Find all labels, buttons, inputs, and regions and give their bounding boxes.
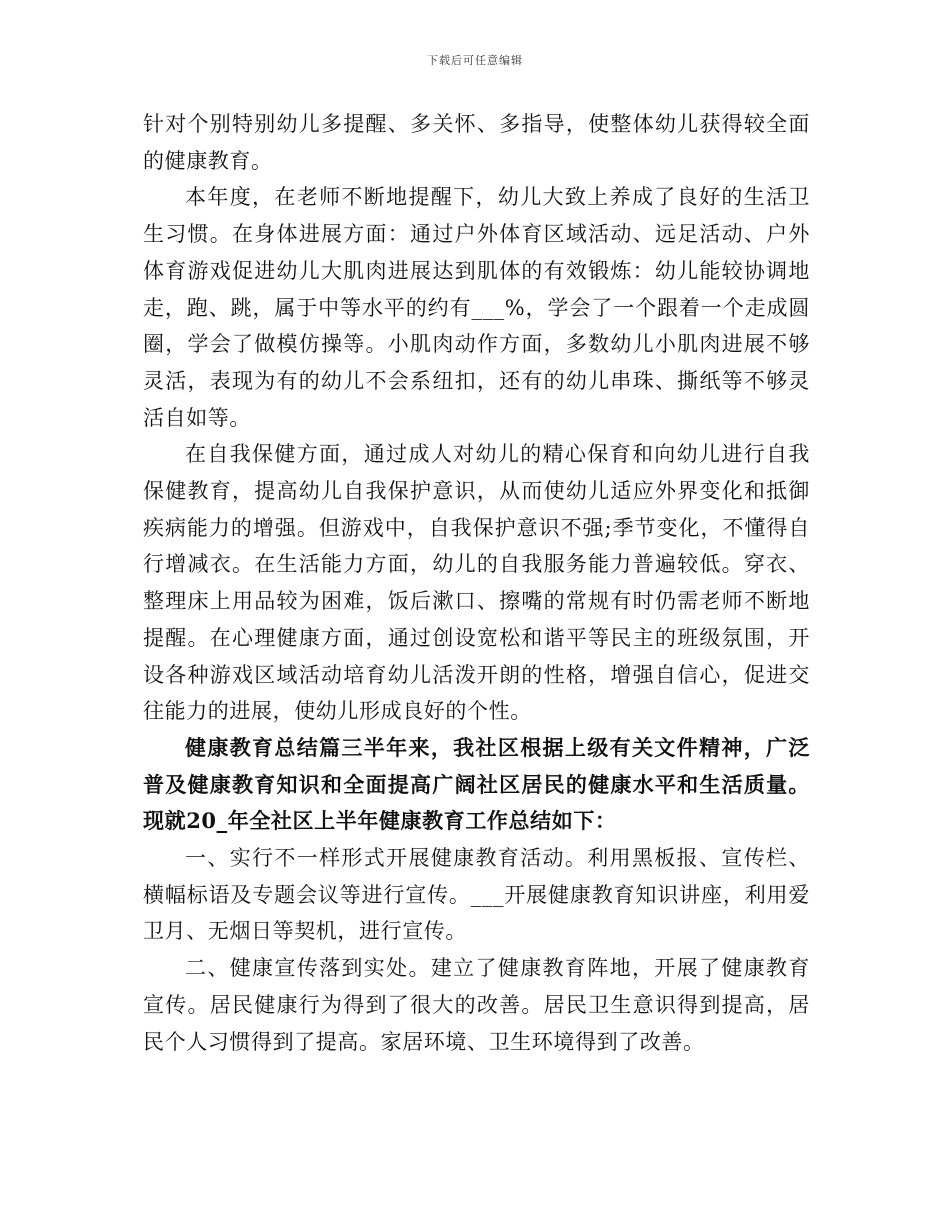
paragraph-section-three-intro: 健康教育总结篇三半年来，我社区根据上级有关文件精神，广泛普及健康教育知识和全面提高广阔社区居民的健康水平和生活质量。现就20_年全社区上半年健康教育工作总结如下： (143, 734, 810, 834)
paragraph-item-two: 二、健康宣传落到实处。建立了健康教育阵地，开展了健康教育宣传。居民健康行为得到了很大的改善。居民卫生意识得到提高，居民个人习惯得到了提高。家居环境、卫生环境得到了改善。 (143, 956, 810, 1054)
page-header-note: 下载后可任意编辑 (427, 54, 523, 67)
paragraph-self-care: 在自我保健方面，通过成人对幼儿的精心保育和向幼儿进行自我保健教育，提高幼儿自我保护意识，从而使幼儿适应外界变化和抵御疾病能力的增强。但游戏中，自我保护意识不强;季节变化，不懂得自行增减衣。在生活能力方面，幼儿的自我服务能力普遍较低。穿衣、整理床上用品较为困难，饭后漱口、擦嘴的常规有时仍需老师不断地提醒。在心理健康方面，通过创设宽松和谐平等民主的班级氛围，开设各种游戏区域活动培育幼儿活泼开朗的性格，增强自信心，促进交往能力的进展，使幼儿形成良好的个性。 (143, 442, 810, 724)
paragraph-continuation: 针对个别特别幼儿多提醒、多关怀、多指导，使整体幼儿获得较全面的健康教育。 (143, 112, 810, 173)
document-body (143, 106, 810, 1060)
paragraph-physical-development: 本年度，在老师不断地提醒下，幼儿大致上养成了良好的生活卫生习惯。在身体进展方面：通过户外体育区域活动、远足活动、户外体育游戏促进幼儿大肌肉进展达到肌体的有效锻炼：幼儿能较协调地走，跑、跳，属于中等水平的约有___%，学会了一个跟着一个走成圆圈，学会了做模仿操等。小肌肉动作方面，多数幼儿小肌肉进展不够灵活，表现为有的幼儿不会系纽扣，还有的幼儿串珠、撕纸等不够灵活自如等。 (143, 185, 810, 430)
paragraph-item-one: 一、实行不一样形式开展健康教育活动。利用黑板报、宣传栏、横幅标语及专题会议等进行宣传。___开展健康教育知识讲座，利用爱卫月、无烟日等契机，进行宣传。 (143, 846, 810, 944)
